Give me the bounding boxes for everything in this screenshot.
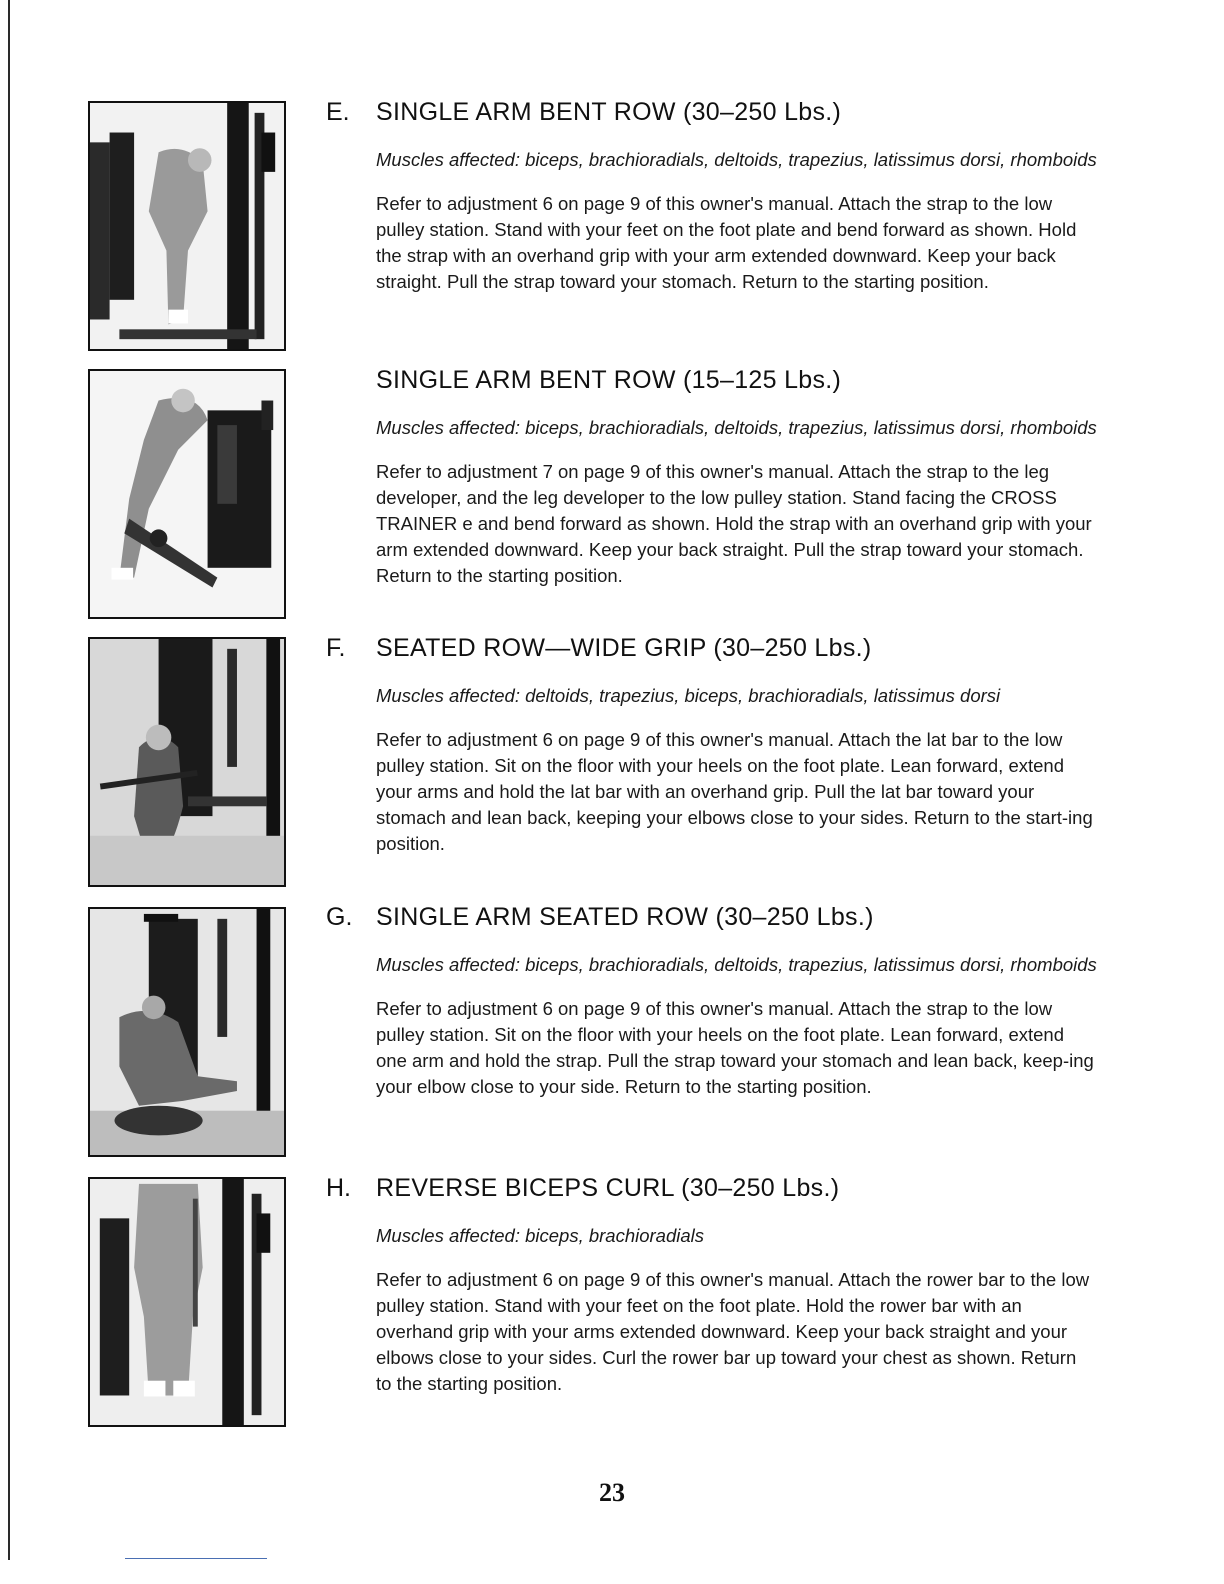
footer-rule bbox=[125, 1558, 267, 1559]
exercise-section-g bbox=[326, 903, 1116, 1100]
section-heading bbox=[326, 634, 1116, 668]
muscles-affected: Muscles affected: biceps, brachioradials bbox=[376, 1225, 705, 1246]
instructions-text: Refer to adjustment 6 on page 9 of this owner's manual. Attach the lat bar to the low pulley station. Sit on the floor with your heels on the foot plate. Lean forward, extend your arms and hold the lat bar with an overhand grip. Pull the lat bar toward your stomach and lean back, keeping your elbows close to your sides. Return to the start-ing position. bbox=[376, 729, 1093, 854]
section-title: REVERSE BICEPS CURL (30–250 Lbs.) bbox=[376, 1174, 840, 1202]
section-heading bbox=[326, 98, 1116, 132]
section-title: SINGLE ARM BENT ROW (15–125 Lbs.) bbox=[376, 366, 842, 394]
exercise-section-e bbox=[326, 98, 1116, 295]
instructions-text: Refer to adjustment 7 on page 9 of this owner's manual. Attach the strap to the leg developer, and the leg developer to the low pulley station. Stand facing the CROSS TRAINER e and bend forward as shown. Hold the strap with an overhand grip with your arm extended downward. Keep your back straight. Pull the strap toward your stomach. Return to the starting position. bbox=[376, 461, 1092, 586]
exercise-section-f bbox=[326, 634, 1116, 857]
muscles-affected: Muscles affected: biceps, brachioradials, deltoids, trapezius, latissimus dorsi, rhomboids bbox=[376, 149, 1097, 170]
section-letter: G. bbox=[326, 903, 353, 931]
exercise-photo-seated-row-wide-grip bbox=[88, 637, 286, 887]
section-heading bbox=[326, 903, 1116, 937]
section-letter: F. bbox=[326, 634, 346, 662]
muscles-affected: Muscles affected: deltoids, trapezius, biceps, brachioradials, latissimus dorsi bbox=[376, 685, 1001, 706]
exercise-photo-single-arm-bent-row-high bbox=[88, 101, 286, 351]
muscles-affected: Muscles affected: biceps, brachioradials, deltoids, trapezius, latissimus dorsi, rhomboids bbox=[376, 417, 1097, 438]
instructions-text: Refer to adjustment 6 on page 9 of this owner's manual. Attach the strap to the low pulley station. Stand with your feet on the foot plate and bend forward as shown. Hold the strap with an overhand grip with your arm extended downward. Keep your back straight. Pull the strap toward your stomach. Return to the starting position. bbox=[376, 193, 1077, 292]
exercise-section-h bbox=[326, 1174, 1116, 1397]
section-title: SINGLE ARM BENT ROW (30–250 Lbs.) bbox=[376, 98, 842, 126]
exercise-photo-single-arm-seated-row bbox=[88, 907, 286, 1157]
section-letter: H. bbox=[326, 1174, 351, 1202]
section-letter: E. bbox=[326, 98, 350, 126]
section-title: SEATED ROW—WIDE GRIP (30–250 Lbs.) bbox=[376, 634, 872, 662]
section-heading bbox=[326, 366, 1116, 400]
section-title: SINGLE ARM SEATED ROW (30–250 Lbs.) bbox=[376, 903, 874, 931]
page-number: 23 bbox=[599, 1478, 625, 1507]
instructions-text: Refer to adjustment 6 on page 9 of this owner's manual. Attach the strap to the low pulley station. Sit on the floor with your heels on the foot plate. Lean forward, extend one arm and hold the strap. Pull the strap toward your stomach and lean back, keep-ing your elbow close to your side. Return to the starting position. bbox=[376, 998, 1094, 1097]
muscles-affected: Muscles affected: biceps, brachioradials, deltoids, trapezius, latissimus dorsi, rhomboids bbox=[376, 954, 1097, 975]
exercise-photo-reverse-biceps-curl bbox=[88, 1177, 286, 1427]
exercise-section-e-variant bbox=[326, 366, 1116, 589]
instructions-text: Refer to adjustment 6 on page 9 of this owner's manual. Attach the rower bar to the low pulley station. Stand with your feet on the foot plate. Hold the rower bar with an overhand grip with your arms extended downward. Keep your back straight and your elbows close to your sides. Curl the rower bar up toward your chest as shown. Return to the starting position. bbox=[376, 1269, 1090, 1394]
section-heading bbox=[326, 1174, 1116, 1208]
page-left-rule bbox=[8, 0, 10, 1560]
exercise-photo-single-arm-bent-row-low bbox=[88, 369, 286, 619]
